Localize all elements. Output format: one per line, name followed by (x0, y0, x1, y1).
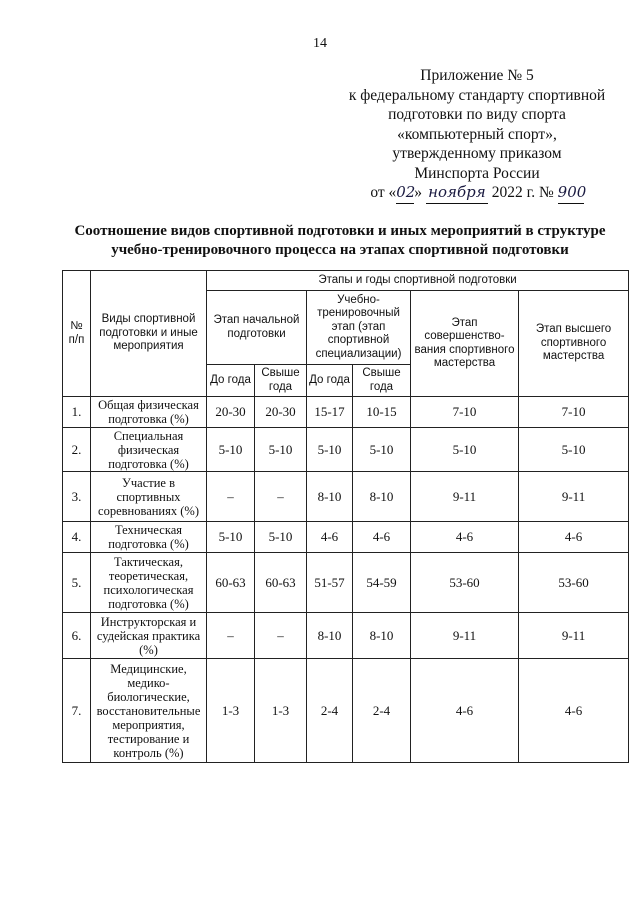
row-value: 9-11 (519, 613, 629, 659)
row-value: 4-6 (411, 659, 519, 763)
row-value: 5-10 (207, 428, 255, 472)
row-value: 5-10 (353, 428, 411, 472)
row-value: 53-60 (519, 553, 629, 613)
row-value: 9-11 (519, 472, 629, 522)
row-value: 5-10 (411, 428, 519, 472)
row-value: – (255, 472, 307, 522)
header-upto-year: До года (307, 365, 353, 397)
row-kind: Медицинские, медико-биологические, восстановительные мероприятия, тестирование и контроль (%) (91, 659, 207, 763)
table-row (63, 428, 629, 472)
row-value: 15-17 (307, 397, 353, 428)
row-number: 4. (63, 522, 91, 553)
table-title-line: учебно-тренировочного процесса на этапах спортивной подготовки (111, 241, 569, 258)
row-value: 4-6 (519, 659, 629, 763)
header-stages-group: Этапы и годы спортивной подготовки (207, 271, 629, 291)
row-value: 8-10 (307, 472, 353, 522)
row-value: 60-63 (255, 553, 307, 613)
row-value: 8-10 (353, 472, 411, 522)
row-value: 9-11 (411, 613, 519, 659)
appendix-line: подготовки по виду спорта (388, 106, 566, 123)
row-number: 7. (63, 659, 91, 763)
row-value: 1-3 (255, 659, 307, 763)
row-value: 5-10 (207, 522, 255, 553)
header-over-year: Свыше года (353, 365, 411, 397)
row-value: 10-15 (353, 397, 411, 428)
handwritten-month: ноября (426, 183, 488, 204)
table-title (60, 222, 620, 259)
row-value: 4-6 (411, 522, 519, 553)
row-kind: Участие в спортивных соревнованиях (%) (91, 472, 207, 522)
header-initial-stage: Этап начальной подготовки (207, 291, 307, 365)
header-kind: Виды спортивной подготовки и иные мероприятия (91, 271, 207, 397)
table-row (63, 522, 629, 553)
row-value: 7-10 (519, 397, 629, 428)
row-value: – (207, 472, 255, 522)
row-kind: Инструкторская и судейская практика (%) (91, 613, 207, 659)
row-value: 2-4 (353, 659, 411, 763)
row-number: 1. (63, 397, 91, 428)
row-value: 8-10 (307, 613, 353, 659)
header-over-year: Свыше года (255, 365, 307, 397)
table-row (63, 613, 629, 659)
row-value: 54-59 (353, 553, 411, 613)
row-value: 9-11 (411, 472, 519, 522)
row-value: 4-6 (353, 522, 411, 553)
appendix-line: Минспорта России (414, 164, 540, 182)
appendix-block (342, 66, 612, 204)
page-number: 14 (313, 36, 327, 51)
row-value: 4-6 (519, 522, 629, 553)
appendix-line: утвержденному приказом (392, 145, 562, 162)
row-number: 6. (63, 613, 91, 659)
row-value: 20-30 (255, 397, 307, 428)
order-line (342, 183, 612, 204)
row-value: 5-10 (307, 428, 353, 472)
table-row (63, 659, 629, 763)
row-kind: Общая физическая подготовка (%) (91, 397, 207, 428)
row-value: – (255, 613, 307, 659)
row-value: 2-4 (307, 659, 353, 763)
row-value: 60-63 (207, 553, 255, 613)
ratio-table (62, 270, 629, 763)
header-upto-year: До года (207, 365, 255, 397)
table-row (63, 553, 629, 613)
row-number: 3. (63, 472, 91, 522)
row-number: 5. (63, 553, 91, 613)
row-number: 2. (63, 428, 91, 472)
header-num: № п/п (63, 271, 91, 397)
row-value: 4-6 (307, 522, 353, 553)
header-highest-stage: Этап высшего спортивного мастерства (519, 291, 629, 397)
row-value: 1-3 (207, 659, 255, 763)
header-improvement-stage: Этап совершенство-вания спортивного мастерства (411, 291, 519, 397)
order-prefix: от « (370, 184, 397, 201)
row-value: 5-10 (255, 522, 307, 553)
row-value: 53-60 (411, 553, 519, 613)
row-value: – (207, 613, 255, 659)
appendix-line: к федеральному стандарту спортивной (348, 86, 606, 104)
header-training-stage: Учебно-тренировочный этап (этап спортивной специализации) (307, 291, 411, 365)
appendix-line: «компьютерный спорт», (397, 125, 557, 143)
order-year: 2022 г. № (491, 184, 554, 201)
row-value: 20-30 (207, 397, 255, 428)
row-value: 8-10 (353, 613, 411, 659)
appendix-line: Приложение № 5 (420, 67, 534, 84)
handwritten-day: 02 (396, 183, 414, 204)
row-value: 5-10 (255, 428, 307, 472)
order-day-close: » (414, 184, 423, 201)
row-value: 5-10 (519, 428, 629, 472)
handwritten-order-number: 900 (558, 183, 584, 204)
row-kind: Техническая подготовка (%) (91, 522, 207, 553)
row-value: 51-57 (307, 553, 353, 613)
row-kind: Специальная физическая подготовка (%) (91, 428, 207, 472)
table-row (63, 397, 629, 428)
table-row (63, 472, 629, 522)
row-value: 7-10 (411, 397, 519, 428)
row-kind: Тактическая, теоретическая, психологическая подготовка (%) (91, 553, 207, 613)
table-title-line: Соотношение видов спортивной подготовки и иных мероприятий в структуре (74, 223, 606, 239)
